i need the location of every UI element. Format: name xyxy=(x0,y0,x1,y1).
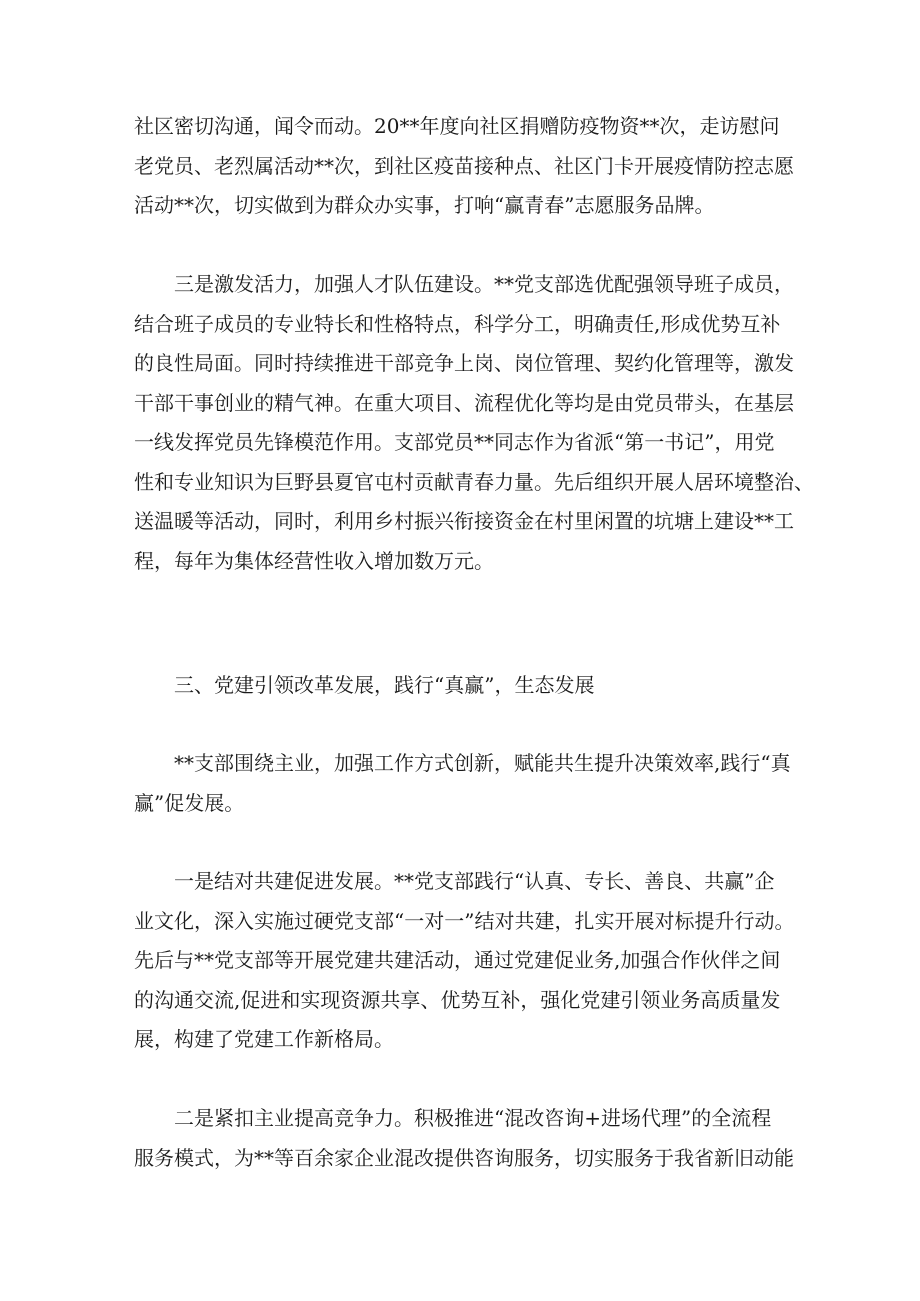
paragraph-joint-construction xyxy=(134,862,794,1060)
heading-line: 三、党建引领改革发展，践行“真赢”，生态发展 xyxy=(174,673,595,697)
paragraph-talent-team xyxy=(134,265,814,581)
text-line: 一是结对共建促进发展。**党支部践行“认真、专长、善良、共赢”企 xyxy=(174,869,775,893)
text-line: 程，每年为集体经营性收入增加数万元。 xyxy=(134,548,494,573)
text-line: 性和专业知识为巨野县夏官屯村贡献青春力量。先后组织开展人居环境整治、 xyxy=(134,469,814,494)
text-line: 老党员、老烈属活动**次，到社区疫苗接种点、社区门卡开展疫情防控志愿 xyxy=(134,153,794,178)
text-line: 三是激发活力，加强人才队伍建设。**党支部选优配强领导班子成员， xyxy=(174,272,794,296)
text-line: 结合班子成员的专业特长和性格特点，科学分工，明确责任,形成优势互补 xyxy=(134,311,781,336)
text-line: 的良性局面。同时持续推进干部竞争上岗、岗位管理、契约化管理等，激发 xyxy=(134,351,794,375)
text-line: **支部围绕主业，加强工作方式创新，赋能共生提升决策效率,践行“真 xyxy=(174,751,791,775)
text-line: 业文化，深入实施过硬党支部“一对一”结对共建，扎实开展对标提升行动。 xyxy=(134,908,795,933)
text-line: 干部干事创业的精气神。在重大项目、流程优化等均是由党员带头，在基层 xyxy=(134,390,794,415)
text-line: 的沟通交流,促进和实现资源共享、优势互补，强化党建引领业务高质量发 xyxy=(134,987,781,1012)
paragraph-community-service xyxy=(134,107,794,226)
text-line: 活动**次，切实做到为群众办实事，打响“赢青春”志愿服务品牌。 xyxy=(134,193,715,217)
text-line: 服务模式，为**等百余家企业混改提供咨询服务，切实服务于我省新旧动能 xyxy=(134,1145,794,1170)
text-line: 一线发挥党员先锋模范作用。支部党员**同志作为省派“第一书记”，用党 xyxy=(134,430,775,454)
text-line: 展，构建了党建工作新格局。 xyxy=(134,1027,394,1051)
section-heading-three xyxy=(134,666,794,706)
text-line: 先后与**党支部等开展党建共建活动，通过党建促业务,加强合作伙伴之间 xyxy=(134,948,781,972)
text-line: 赢”促发展。 xyxy=(134,790,245,815)
text-line: 二是紧扣主业提高竞争力。积极推进“混改咨询+进场代理”的全流程 xyxy=(174,1106,772,1130)
text-line: 社区密切沟通，闻令而动。20**年度向社区捐赠防疫物资**次，走访慰问 xyxy=(134,114,780,138)
paragraph-competitiveness xyxy=(134,1099,794,1178)
text-line: 送温暖等活动，同时，利用乡村振兴衔接资金在村里闲置的坑塘上建设**工 xyxy=(134,509,794,533)
paragraph-branch-intro xyxy=(134,744,794,823)
